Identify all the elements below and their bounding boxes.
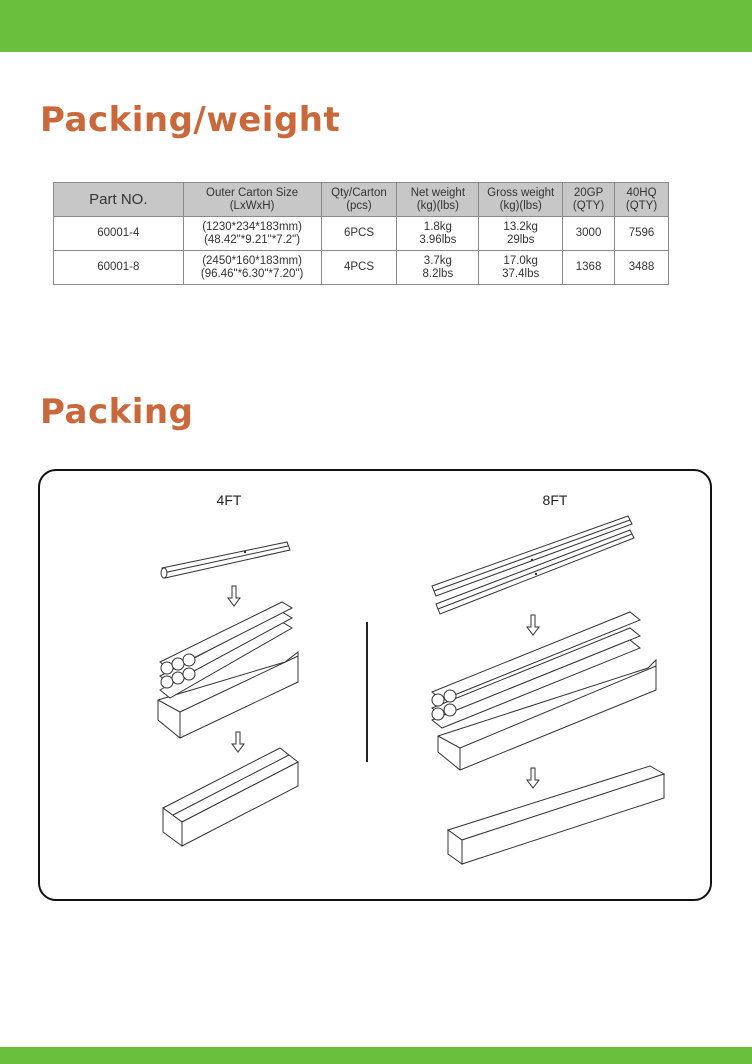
tube-4ft-icon [161, 542, 290, 578]
cell-outer-size-in: (48.42"*9.21"*7.2") [204, 233, 301, 246]
cell-gross-lbs: 37.4lbs [502, 267, 540, 280]
arrow-down-icon [232, 732, 244, 752]
header-outer-carton-size-line1: Outer Carton Size [206, 186, 299, 199]
cell-gross-lbs: 29lbs [506, 233, 535, 246]
cell-gross-kg: 17.0kg [503, 254, 538, 267]
header-gross-line2: (kg)(lbs) [499, 199, 542, 212]
closed-box-8ft-icon [448, 766, 664, 864]
cell-20gp: 3000 [563, 217, 615, 251]
arrow-down-icon [527, 768, 539, 788]
heading-packing: Packing [40, 392, 194, 432]
cell-net-lbs: 8.2lbs [422, 267, 454, 280]
cell-outer-size-mm: (2450*160*183mm) [202, 254, 302, 267]
cell-part-no: 60001-8 [54, 251, 184, 285]
cell-40hq: 7596 [615, 217, 669, 251]
arrow-down-icon [527, 615, 539, 635]
header-20gp-line1: 20GP [573, 186, 604, 199]
header-qty-line1: Qty/Carton [331, 186, 387, 199]
cell-net-kg: 1.8kg [423, 220, 452, 233]
cell-qty: 4PCS [321, 251, 397, 285]
header-40hq-line2: (QTY) [625, 199, 658, 212]
bundle-box-4ft-icon [158, 602, 298, 738]
bundle-box-8ft-icon [432, 612, 656, 770]
cell-40hq: 3488 [615, 251, 669, 285]
header-20gp-line2: (QTY) [572, 199, 605, 212]
cell-gross-kg: 13.2kg [503, 220, 538, 233]
cell-outer-size-mm: (1230*234*183mm) [202, 220, 302, 233]
cell-net-kg: 3.7kg [423, 254, 452, 267]
header-gross-line1: Gross weight [487, 186, 555, 199]
closed-box-4ft-icon [163, 748, 298, 846]
label-8ft: 8FT [542, 492, 568, 508]
header-net-line1: Net weight [410, 186, 466, 199]
label-4ft: 4FT [216, 492, 242, 508]
arrow-down-icon [228, 586, 240, 606]
header-net-line2: (kg)(lbs) [416, 199, 459, 212]
header-part-no: Part NO. [54, 183, 184, 217]
tubes-8ft-icon [432, 516, 634, 614]
bottom-green-bar [0, 1047, 752, 1064]
cell-net-lbs: 3.96lbs [419, 233, 457, 246]
cell-outer-size-in: (96.46"*6.30"*7.20") [200, 267, 304, 280]
header-outer-carton-size-line2: (LxWxH) [229, 199, 275, 212]
cell-part-no: 60001-4 [54, 217, 184, 251]
heading-packing-weight: Packing/weight [40, 100, 341, 140]
cell-20gp: 1368 [563, 251, 615, 285]
cell-qty: 6PCS [321, 217, 397, 251]
header-40hq-line1: 40HQ [626, 186, 657, 199]
header-qty-line2: (pcs) [346, 199, 372, 212]
